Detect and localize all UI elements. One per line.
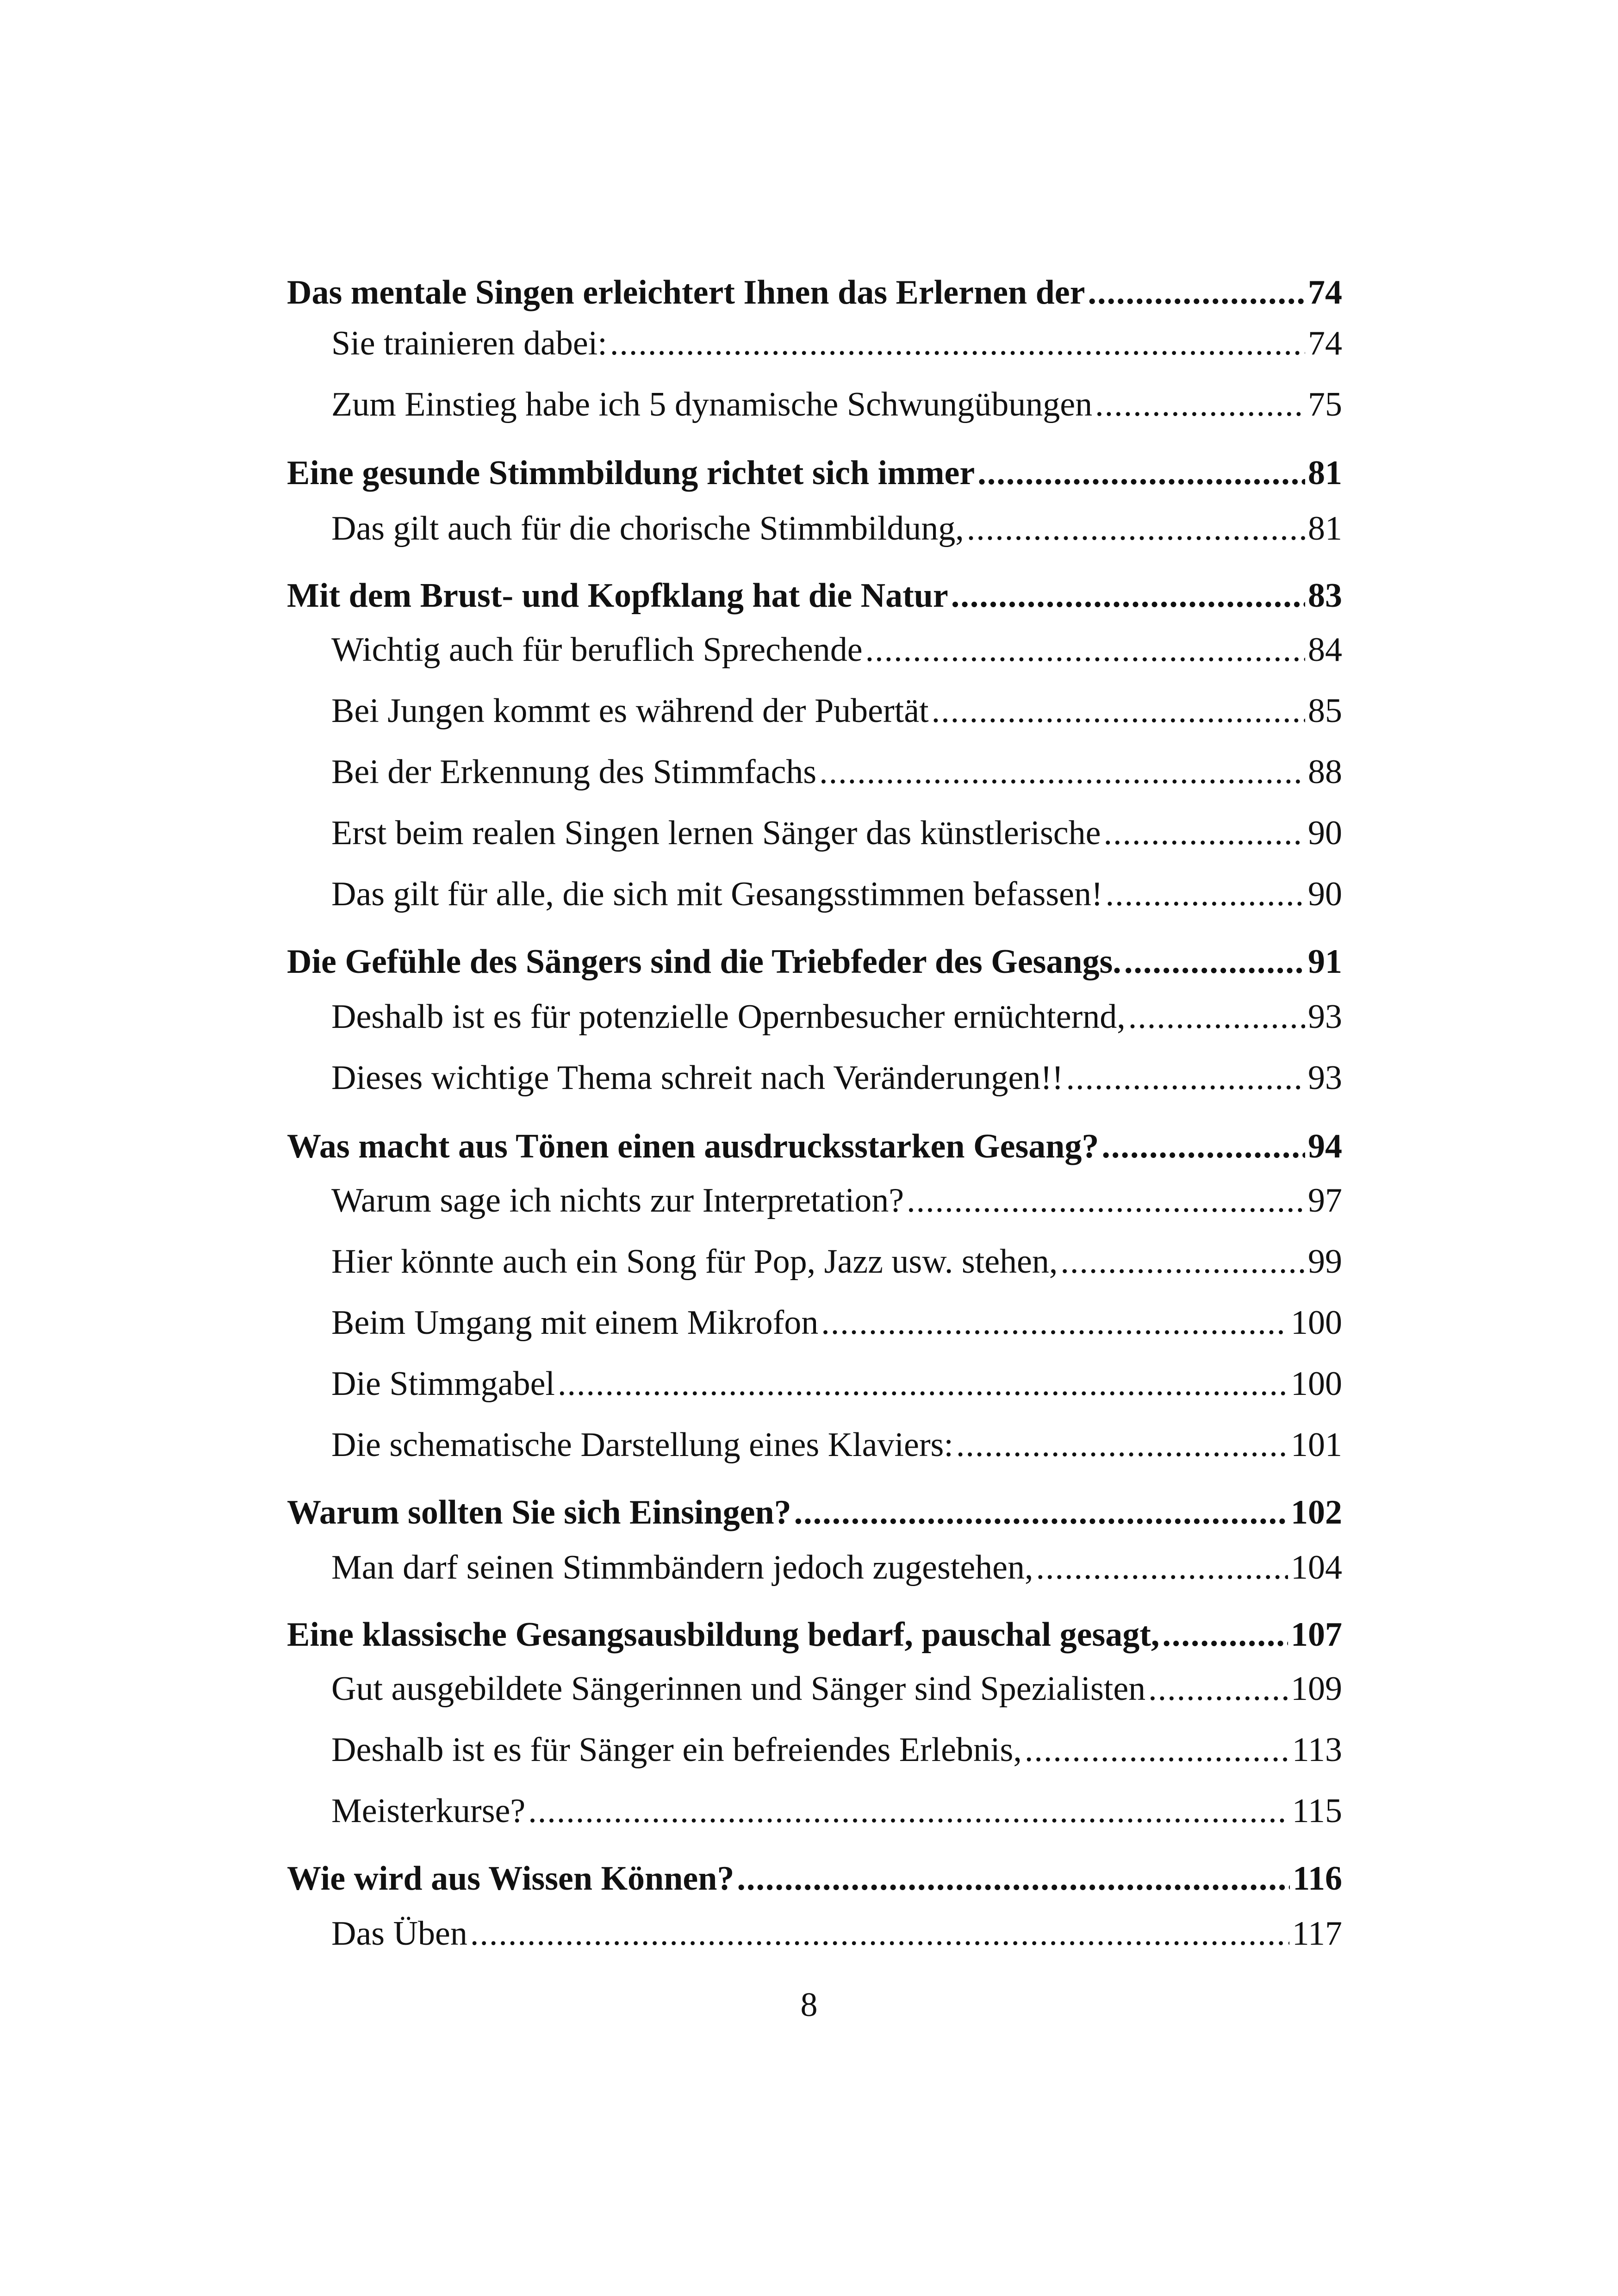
toc-chapter-entry[interactable]	[287, 1615, 1342, 1661]
toc-entry-title: Sie trainieren dabei:	[331, 324, 607, 362]
dot-leader	[932, 691, 1305, 731]
toc-chapter-entry[interactable]	[287, 942, 1342, 989]
toc-entry-title: Man darf seinen Stimmbändern jedoch zugestehen,	[331, 1549, 1033, 1587]
page-number: 8	[800, 1986, 818, 2024]
toc-entry-page: 91	[1308, 943, 1342, 981]
toc-entry-title: Deshalb ist es für potenzielle Opernbesucher ernüchternd,	[331, 998, 1126, 1036]
toc-chapter-entry[interactable]	[287, 454, 1342, 500]
toc-entry-page: 88	[1308, 753, 1342, 791]
toc-entry-title: Wie wird aus Wissen Können?	[287, 1860, 734, 1898]
toc-section-entry[interactable]	[331, 1425, 1342, 1472]
toc-entry-page: 85	[1308, 692, 1342, 730]
toc-entry-title: Deshalb ist es für Sänger ein befreiendes Erlebnis,	[331, 1731, 1022, 1769]
toc-entry-title: Dieses wichtige Thema schreit nach Veränderungen!!	[331, 1059, 1064, 1097]
toc-entry-page: 107	[1291, 1616, 1342, 1654]
toc-section-entry[interactable]	[331, 1303, 1342, 1350]
dot-leader	[528, 1792, 1289, 1831]
dot-leader	[819, 753, 1305, 792]
toc-section-entry[interactable]	[331, 1181, 1342, 1227]
toc-chapter-entry[interactable]	[287, 1127, 1342, 1173]
toc-entry-page: 116	[1293, 1860, 1342, 1898]
toc-chapter-entry[interactable]	[287, 273, 1342, 319]
toc-entry-page: 83	[1308, 577, 1342, 615]
dot-leader	[821, 1303, 1288, 1343]
toc-entry-title: Hier könnte auch ein Song für Pop, Jazz usw. stehen,	[331, 1243, 1058, 1281]
toc-entry-title: Das gilt auch für die chorische Stimmbildung,	[331, 510, 964, 548]
toc-entry-page: 102	[1291, 1493, 1342, 1531]
dot-leader	[977, 454, 1305, 493]
toc-entry-page: 75	[1308, 386, 1342, 423]
dot-leader	[1148, 1669, 1288, 1709]
dot-leader	[967, 509, 1305, 548]
toc-chapter-entry[interactable]	[287, 576, 1342, 622]
toc-section-entry[interactable]	[331, 509, 1342, 555]
toc-entry-title: Mit dem Brust- und Kopfklang hat die Natur	[287, 577, 948, 615]
toc-entry-title: Die schematische Darstellung eines Klaviers:	[331, 1426, 953, 1464]
toc-chapter-entry[interactable]	[287, 1859, 1342, 1905]
dot-leader	[470, 1914, 1289, 1954]
toc-entry-page: 81	[1308, 510, 1342, 548]
dot-leader	[1101, 1127, 1305, 1166]
toc-entry-title: Die Gefühle des Sängers sind die Triebfeder des Gesangs.	[287, 943, 1121, 981]
toc-entry-page: 90	[1308, 814, 1342, 852]
dot-leader	[907, 1181, 1305, 1220]
dot-leader	[1124, 942, 1305, 982]
toc-entry-title: Warum sage ich nichts zur Interpretation?	[331, 1182, 904, 1220]
dot-leader	[610, 324, 1305, 363]
toc-entry-title: Eine gesunde Stimmbildung richtet sich immer	[287, 454, 975, 492]
toc-section-entry[interactable]	[331, 1914, 1342, 1960]
toc-section-entry[interactable]	[331, 1364, 1342, 1411]
dot-leader	[951, 576, 1305, 616]
dot-leader	[1066, 1058, 1306, 1098]
toc-entry-page: 117	[1292, 1915, 1342, 1953]
toc-entry-title: Erst beim realen Singen lernen Sänger das künstlerische	[331, 814, 1101, 852]
toc-section-entry[interactable]	[331, 324, 1342, 370]
toc-entry-title: Das Üben	[331, 1915, 467, 1953]
toc-entry-page: 97	[1308, 1182, 1342, 1220]
dot-leader	[1162, 1615, 1288, 1655]
toc-entry-title: Bei der Erkennung des Stimmfachs	[331, 753, 817, 791]
toc-entry-page: 100	[1291, 1365, 1342, 1403]
dot-leader	[956, 1425, 1288, 1465]
toc-section-entry[interactable]	[331, 753, 1342, 799]
toc-entry-title: Zum Einstieg habe ich 5 dynamische Schwungübungen	[331, 386, 1093, 423]
toc-section-entry[interactable]	[331, 630, 1342, 677]
toc-entry-page: 100	[1291, 1304, 1342, 1342]
dot-leader	[865, 630, 1305, 670]
toc-section-entry[interactable]	[331, 1548, 1342, 1594]
toc-section-entry[interactable]	[331, 1669, 1342, 1716]
toc-entry-page: 84	[1308, 631, 1342, 669]
toc-entry-title: Die Stimmgabel	[331, 1365, 555, 1403]
toc-entry-title: Wichtig auch für beruflich Sprechende	[331, 631, 863, 669]
toc-entry-page: 74	[1308, 324, 1342, 362]
toc-section-entry[interactable]	[331, 1792, 1342, 1838]
toc-entry-title: Was macht aus Tönen einen ausdrucksstarken Gesang?	[287, 1127, 1099, 1165]
toc-entry-page: 109	[1291, 1670, 1342, 1708]
toc-entry-page: 74	[1308, 274, 1342, 311]
toc-section-entry[interactable]	[331, 1730, 1342, 1777]
toc-entry-title: Das mentale Singen erleichtert Ihnen das Erlernen der	[287, 274, 1085, 311]
toc-entry-page: 81	[1308, 454, 1342, 492]
dot-leader	[1095, 385, 1305, 424]
dot-leader	[558, 1364, 1288, 1404]
toc-section-entry[interactable]	[331, 1242, 1342, 1288]
toc-entry-title: Eine klassische Gesangsausbildung bedarf, pauschal gesagt,	[287, 1616, 1160, 1654]
dot-leader	[1088, 273, 1305, 312]
toc-entry-title: Meisterkurse?	[331, 1792, 526, 1830]
toc-section-entry[interactable]	[331, 814, 1342, 860]
toc-entry-title: Warum sollten Sie sich Einsingen?	[287, 1493, 791, 1531]
toc-entry-page: 104	[1291, 1549, 1342, 1587]
toc-entry-title: Gut ausgebildete Sängerinnen und Sänger sind Spezialisten	[331, 1670, 1146, 1708]
toc-entry-page: 113	[1292, 1731, 1342, 1769]
toc-entry-title: Bei Jungen kommt es während der Pubertät	[331, 692, 929, 730]
toc-entry-title: Beim Umgang mit einem Mikrofon	[331, 1304, 819, 1342]
dot-leader	[1106, 875, 1305, 914]
toc-section-entry[interactable]	[331, 875, 1342, 921]
toc-section-entry[interactable]	[331, 1058, 1342, 1105]
dot-leader	[737, 1859, 1290, 1898]
toc-section-entry[interactable]	[331, 691, 1342, 738]
toc-entry-page: 90	[1308, 875, 1342, 913]
dot-leader	[1025, 1730, 1289, 1770]
toc-entry-page: 99	[1308, 1243, 1342, 1281]
dot-leader	[1060, 1242, 1305, 1282]
toc-entry-page: 101	[1291, 1426, 1342, 1464]
dot-leader	[1036, 1548, 1288, 1587]
toc-entry-page: 93	[1308, 998, 1342, 1036]
toc-entry-title: Das gilt für alle, die sich mit Gesangsstimmen befassen!	[331, 875, 1103, 913]
dot-leader	[1103, 814, 1305, 853]
toc-section-entry[interactable]	[331, 385, 1342, 431]
dot-leader	[794, 1493, 1288, 1532]
toc-entry-page: 93	[1308, 1059, 1342, 1097]
dot-leader	[1128, 997, 1305, 1037]
toc-chapter-entry[interactable]	[287, 1493, 1342, 1539]
toc-section-entry[interactable]	[331, 997, 1342, 1044]
toc-entry-page: 115	[1292, 1792, 1342, 1830]
toc-entry-page: 94	[1308, 1127, 1342, 1165]
